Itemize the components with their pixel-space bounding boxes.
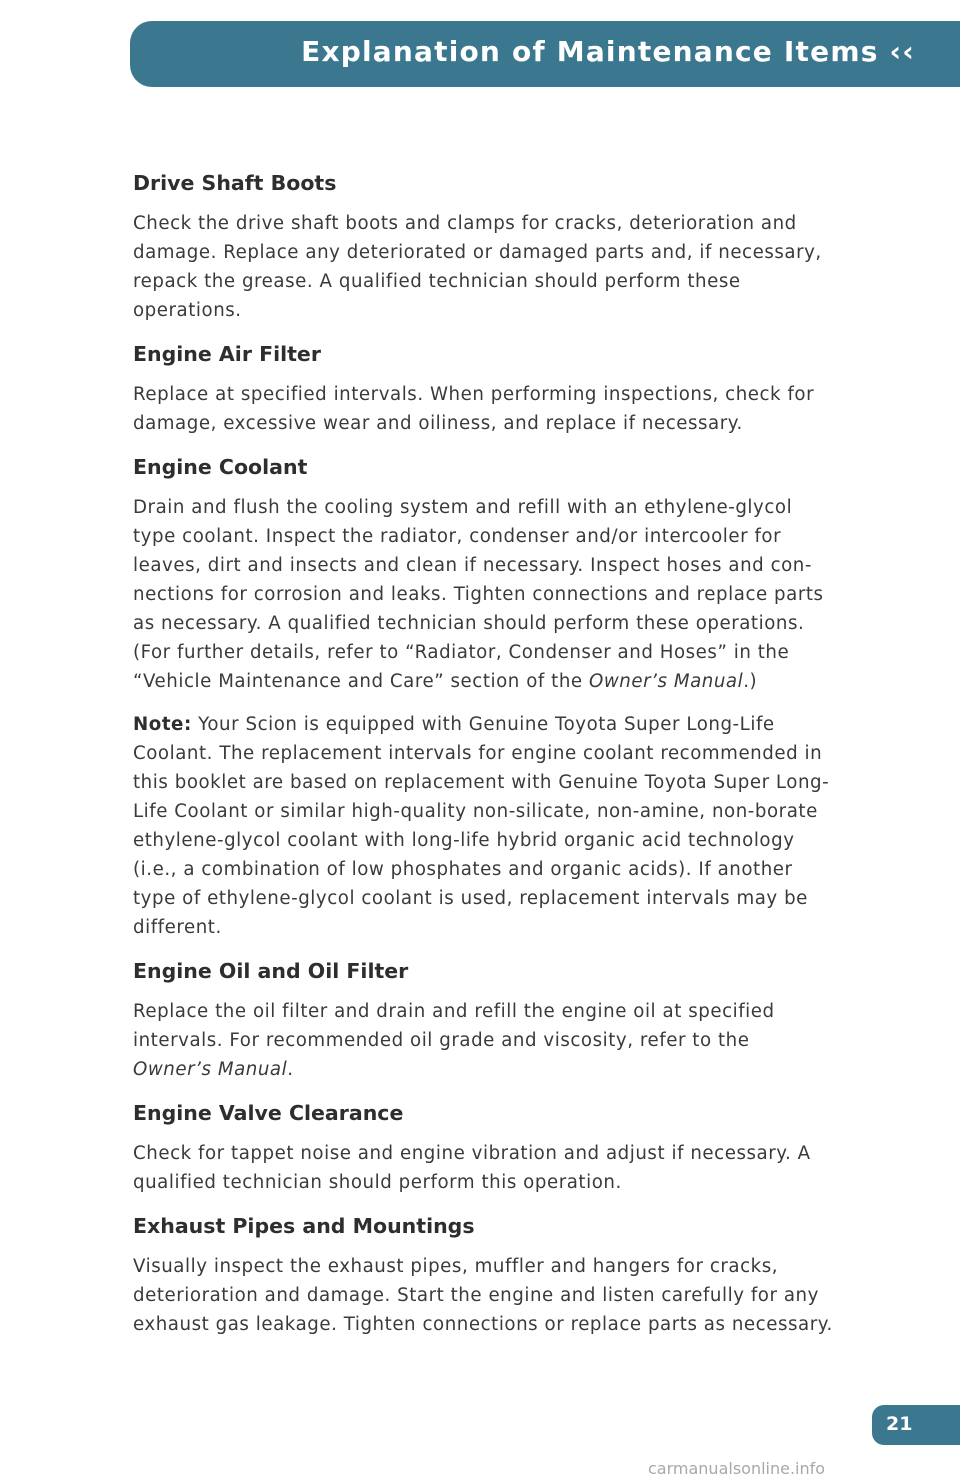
section-body	[133, 997, 833, 1084]
section-body: Visually inspect the exhaust pipes, muffler and hangers for cracks, deterioration and damage. Start the engine and listen carefully for any exhaust gas leakage. Tighten connections or replace parts as necessary.	[133, 1256, 833, 1335]
coolant-note	[133, 710, 833, 942]
note-text: Your Scion is equipped with Genuine Toyota Super Long-Life Coolant. The replacement intervals for engine coolant recommended in this booklet are based on replacement with Genuine Toyota Super Long-Life Coolant or similar high-quality non-silicate, non-amine, non-borate ethylene-glycol coolant with long-life hybrid organic acid technology (i.e., a combination of low phosphates and organic acids). If another type of ethylene-glycol coolant is used, replacement intervals may be different.	[133, 714, 830, 938]
section-engine-coolant	[133, 452, 833, 696]
section-exhaust-pipes	[133, 1211, 833, 1339]
section-engine-oil-filter	[133, 956, 833, 1084]
section-heading: Engine Valve Clearance	[133, 1101, 404, 1125]
section-heading: Drive Shaft Boots	[133, 171, 337, 195]
section-body-end: .)	[743, 671, 758, 692]
manual-reference: Owner’s Manual	[589, 671, 744, 692]
section-heading: Engine Oil and Oil Filter	[133, 959, 409, 983]
header-banner	[130, 21, 960, 87]
section-engine-valve-clearance	[133, 1098, 833, 1197]
section-heading: Exhaust Pipes and Mountings	[133, 1214, 475, 1238]
manual-reference: Owner’s Manual	[133, 1059, 288, 1080]
section-body-text: Drain and flush the cooling system and refill with an ethylene-glycol type coolant. Inspect the radiator, condenser and/or intercooler for leaves, dirt and insects and clean if necessary. Inspect hoses and con-nections for corrosion and leaks. Tighten connections and replace parts as necessary. A qualified technician should perform these operations. (For further details, refer to “Radiator, Condenser and Hoses” in the “Vehicle Maintenance and Care” section of the	[133, 497, 824, 692]
section-heading: Engine Coolant	[133, 455, 308, 479]
section-heading: Engine Air Filter	[133, 342, 321, 366]
main-content	[133, 168, 833, 1353]
section-body: Check the drive shaft boots and clamps for cracks, deterioration and damage. Replace any deteriorated or damaged parts and, if necessary, repack the grease. A qualified technician should perform these operations.	[133, 213, 822, 321]
section-body: Check for tappet noise and engine vibration and adjust if necessary. A qualified technician should perform this operation.	[133, 1143, 811, 1193]
note-body	[133, 710, 833, 942]
note-label: Note:	[133, 714, 192, 735]
section-body: Replace at specified intervals. When performing inspections, check for damage, excessive wear and oiliness, and replace if necessary.	[133, 384, 815, 434]
page-title: Explanation of Maintenance Items ‹‹	[301, 35, 915, 68]
watermark: carmanualsonline.info	[648, 1459, 826, 1478]
section-engine-air-filter	[133, 339, 833, 438]
section-body-end: .	[287, 1059, 294, 1080]
section-drive-shaft-boots	[133, 168, 833, 325]
section-body-text: Replace the oil filter and drain and refill the engine oil at specified intervals. For recommended oil grade and viscosity, refer to the	[133, 1001, 775, 1051]
section-body	[133, 493, 833, 696]
page-number: 21	[886, 1413, 913, 1435]
page-number-tab	[872, 1405, 960, 1445]
